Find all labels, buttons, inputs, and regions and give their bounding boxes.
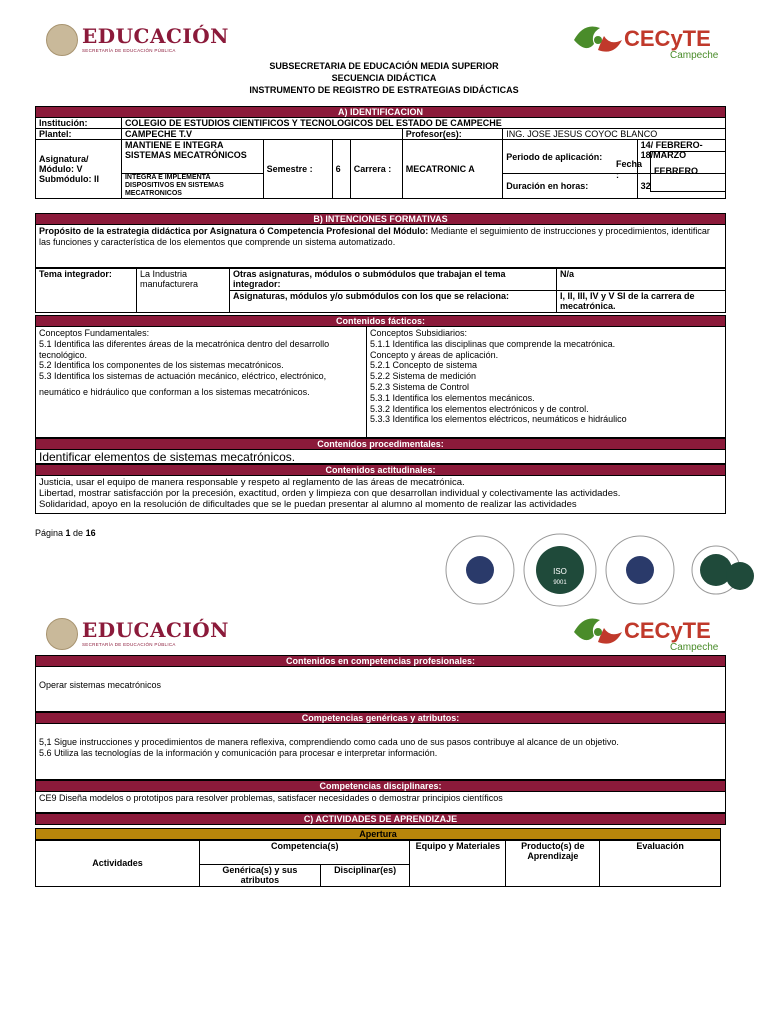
profesionales-heading: Contenidos en competencias profesionales:: [35, 655, 726, 667]
proposito-box: [35, 224, 726, 268]
subsidiarios-line: 5.1.1 Identifica las disciplinas que comprende la mecatrónica.: [370, 338, 616, 349]
apertura-bar: Apertura: [35, 828, 721, 840]
disciplinares-heading: Competencias disciplinares:: [35, 780, 726, 792]
carrera-label: Carrera :: [350, 140, 402, 199]
col-actividades: Actividades: [36, 841, 200, 887]
subsidiarios-line: 5.2.2 Sistema de medición: [370, 371, 477, 382]
intenciones-heading: B) INTENCIONES FORMATIVAS: [35, 213, 726, 225]
fecha-label: Fecha :: [616, 159, 643, 180]
profesor-label: Profesor(es):: [402, 129, 502, 140]
genericas-heading: Competencias genéricas y atributos:: [35, 712, 726, 724]
fundamentales-line: 5.3 Identifica los sistemas de actuación mecánico, eléctrico, electrónico,: [39, 371, 327, 382]
col-producto: Producto(s) de Aprendizaje: [506, 841, 600, 887]
title-line-3: INSTRUMENTO DE REGISTRO DE ESTRATEGIAS DIDÁCTICAS: [249, 85, 519, 95]
educacion-logo-sub: SECRETARÍA DE EDUCACIÓN PÚBLICA: [82, 48, 176, 53]
sep-seal-p2: [46, 618, 78, 650]
tema-label: Tema integrador:: [36, 269, 137, 313]
educacion-logo-text: EDUCACIÓN: [82, 24, 229, 48]
otras-value: N/a: [557, 269, 726, 291]
page-mid: de: [70, 528, 86, 538]
cecyte-logo-sub: Campeche: [670, 50, 719, 61]
actitudinales-box: [35, 475, 726, 514]
otras-label: Otras asignaturas, módulos o submódulos que trabajan el tema integrador:: [230, 269, 557, 291]
col-equipo: Equipo y Materiales: [410, 841, 506, 887]
page-total: 16: [85, 528, 96, 538]
col-competencias: Competencia(s): [200, 841, 410, 865]
duracion-label: Duración en horas:: [503, 174, 637, 199]
actividades-table: [35, 840, 721, 887]
asignaturas-value: I, II, III, IV y V SI de la carrera de mecatrónica.: [557, 291, 726, 313]
educacion-logo-p2: [82, 618, 229, 647]
svg-text:ISO: ISO: [553, 567, 567, 576]
fundamentales-box: [35, 326, 367, 438]
title-line-2: SECUENCIA DIDÁCTICA: [331, 73, 437, 83]
profesionales-box: [35, 666, 726, 712]
page-current: 1: [65, 528, 71, 538]
subsidiarios-box: [366, 326, 726, 438]
disciplinares-value: CE9 Diseña modelos o prototipos para resolver problemas, satisfacer necesidades o demostrar principios científicos: [35, 791, 726, 813]
subsidiarios-line: 5.2.3 Sistema de Control: [370, 381, 470, 392]
subsidiarios-line: 5.2.1 Concepto de sistema: [370, 360, 478, 371]
subsidiarios-line: 5.3.2 Identifica los elementos electrónicos y de control.: [370, 403, 589, 414]
submodulo-value: INTEGRA E IMPLEMENTA DISPOSITIVOS EN SISTEMAS MECATRONICOS: [121, 174, 263, 199]
fundamentales-line: 5.1 Identifica las diferentes áreas de la mecatrónica dentro del desarrollo tecnológico.: [39, 338, 330, 360]
cecyte-logo-sub-p2: Campeche: [670, 642, 719, 653]
subsidiarios-line: 5.3.3 Identifica los elementos eléctricos, neumáticos e hidráulico: [370, 414, 627, 425]
proposito-value: Mediante el seguimiento de instrucciones y procedimientos, identificar las funciones y característica de los elementos que comprende un sistema automatizado.: [39, 226, 710, 247]
document-title: [0, 60, 768, 96]
institucion-label: Institución:: [36, 118, 122, 129]
procedimentales-value: Identificar elementos de sistemas mecatrónicos.: [35, 449, 726, 464]
actitudinales-line: Justicia, usar el equipo de manera responsable y respeto al reglamento de las áreas de mecatrónica.: [39, 477, 465, 488]
facticos-heading: Contenidos fácticos:: [35, 315, 726, 327]
tema-table: [35, 268, 726, 313]
svg-text:9001: 9001: [553, 580, 567, 586]
cecyte-logo-text: CECyTE: [624, 26, 711, 51]
cecyte-logo-p2: [570, 612, 730, 652]
cecyte-emblem-icon: [570, 612, 626, 652]
subsidiarios-line: 5.3.1 Identifica los elementos mecánicos.: [370, 392, 535, 403]
educacion-logo-text-p2: EDUCACIÓN: [82, 618, 229, 642]
page-number: [35, 528, 96, 538]
proposito-label: Propósito de la estrategia didáctica por Asignatura ó Competencia Profesional del Módulo:: [39, 226, 429, 236]
asignatura-label: Asignatura/ Módulo: V Submódulo: II: [36, 140, 122, 199]
fundamentales-line: neumático e hidráulico que conforman a los sistemas mecatrónicos.: [39, 386, 310, 397]
actividades-heading: C) ACTIVIDADES DE APRENDIZAJE: [35, 813, 726, 825]
identificacion-heading: A) IDENTIFICACION: [35, 106, 726, 118]
semestre-label: Semestre :: [263, 140, 332, 199]
periodo-value: 14/ FEBRERO- 18/MARZO: [637, 140, 725, 174]
tema-value: La Industria manufacturera: [137, 269, 230, 313]
genericas-line: 5.6 Utiliza las tecnologías de la información y comunicación para procesar e interpretar información.: [39, 747, 438, 758]
cecyte-logo: [570, 20, 730, 60]
col-disciplinar: Disciplinar(es): [320, 865, 410, 887]
fundamentales-line: Conceptos Fundamentales:: [39, 328, 150, 338]
cecyte-logo-text-p2: CECyTE: [624, 618, 711, 643]
fundamentales-line: 5.2 Identifica los componentes de los sistemas mecatrónicos.: [39, 360, 284, 371]
educacion-logo: [82, 24, 229, 53]
duracion-value: 32: [637, 174, 725, 199]
actitudinales-heading: Contenidos actitudinales:: [35, 464, 726, 476]
col-evaluacion: Evaluación: [600, 841, 721, 887]
educacion-logo-sub-p2: SECRETARÍA DE EDUCACIÓN PÚBLICA: [82, 642, 176, 647]
plantel-value: CAMPECHE T.V: [121, 129, 402, 140]
title-line-1: SUBSECRETARIA DE EDUCACIÓN MEDIA SUPERIOR: [269, 61, 499, 71]
semestre-value: 6: [332, 140, 350, 199]
actitudinales-line: Libertad, mostrar satisfacción por la precesión, exactitud, orden y limpieza con que desarrollan individual y colectivamente las actividades.: [39, 488, 621, 499]
col-genericas: Genérica(s) y sus atributos: [200, 865, 321, 887]
cecyte-emblem-icon: [570, 20, 626, 60]
genericas-box: [35, 723, 726, 780]
periodo-label: Periodo de aplicación:: [503, 140, 637, 174]
carrera-value: MECATRONIC A: [402, 140, 502, 199]
page-prefix: Página: [35, 528, 66, 538]
procedimentales-heading: Contenidos procedimentales:: [35, 438, 726, 450]
plantel-label: Plantel:: [36, 129, 122, 140]
certification-seals: [440, 530, 760, 610]
fecha-value: FEBRERO: [650, 151, 726, 192]
institucion-value: COLEGIO DE ESTUDIOS CIENTIFICOS Y TECNOLOGICOS DEL ESTADO DE CAMPECHE: [121, 118, 725, 129]
actitudinales-line: Solidaridad, apoyo en la resolución de dificultades que se le puedan presentar al alumno al momento de realizar las actividades: [39, 499, 577, 510]
asignaturas-label: Asignaturas, módulos y/o submódulos con los que se relaciona:: [230, 291, 557, 313]
profesor-value: ING. JOSE JESUS COYOC BLANCO: [503, 129, 726, 140]
profesionales-value: Operar sistemas mecatrónicos: [39, 680, 162, 690]
sep-seal: [46, 24, 78, 56]
asignatura-value: MANTIENE E INTEGRA SISTEMAS MECATRÓNICOS: [121, 140, 263, 174]
subsidiarios-line: Conceptos Subsidiarios:: [370, 328, 468, 338]
iso-seals-icon: [440, 530, 760, 610]
subsidiarios-line: Concepto y áreas de aplicación.: [370, 349, 499, 360]
genericas-line: 5,1 Sigue instrucciones y procedimientos de manera reflexiva, comprendiendo como cada uno de sus pasos contribuye al alcance de un objetivo.: [39, 737, 619, 747]
